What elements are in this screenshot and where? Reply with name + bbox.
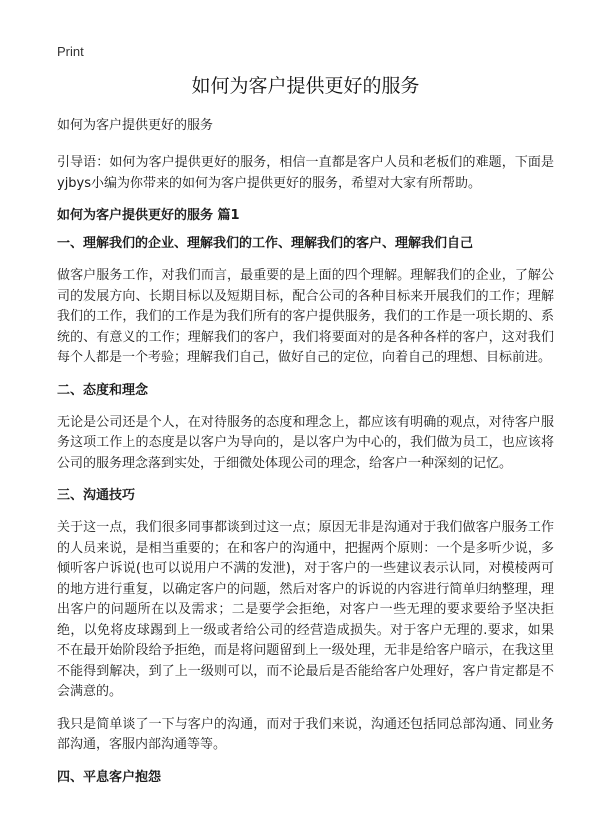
intro-paragraph: 引导语：如何为客户提供更好的服务，相信一直都是客户人员和老板们的难题，下面是yjbys小编为你带来的如何为客户提供更好的服务，希望对大家有所帮助。 <box>57 155 554 191</box>
section-2-paragraph: 无论是公司还是个人，在对待服务的态度和理念上，都应该有明确的观点，对待客户服务这项工作上的态度是以客户为导向的，是以客户为中心的，我们做为员工，也应该将公司的服务理念落到实处，于细微处体现公司的理念，给客户一种深刻的记忆。 <box>57 414 554 471</box>
section-heading-4: 四、平息客户抱怨 <box>57 769 162 785</box>
section-3-paragraph-2: 我只是简单谈了一下与客户的沟通，而对于我们来说，沟通还包括同总部沟通、同业务部沟通，客服内部沟通等等。 <box>57 716 554 752</box>
document-subtitle: 如何为客户提供更好的服务 <box>57 118 214 133</box>
section-heading-2: 二、态度和理念 <box>57 382 149 398</box>
section-1-paragraph: 做客户服务工作，对我们而言，最重要的是上面的四个理解。理解我们的企业，了解公司的发展方向、长期目标以及短期目标，配合公司的各种目标来开展我们的工作；理解我们的工作，我们的工作是为我们所有的客户提供服务，我们的工作是一项长期的、系统的、有意义的工作；理解我们的客户，我们将要面对的是各种各样的客户，这对我们每个人都是一个考验；理解我们自己，做好自己的定位，向着自己的理想、目标前进。 <box>57 268 554 365</box>
section-3-paragraph-1: 关于这一点，我们很多同事都谈到过这一点；原因无非是沟通对于我们做客户服务工作的人员来说，是相当重要的；在和客户的沟通中，把握两个原则：一个是多听少说，多倾听客户诉说(也可以说用户不满的发泄)，对于客户的一些建议表示认同，对模棱两可的地方进行重复，以确定客户的问题，然后对客户的诉说的内容进行简单归纳整理，理出客户的问题所在以及需求；二是要学会拒绝，对客户一些无理的要求要给予坚决拒绝，以免将皮球踢到上一级或者给公司的经营造成损失。对于客户无理的.要求，如果不在最开始阶段给予拒绝，而是将问题留到上一级处理，无非是给客户暗示，在我这里不能得到解决，到了上一级则可以，而不论最后是否能给客户处理好，客户肯定都是不会满意的。 <box>57 520 554 699</box>
section-heading-3: 三、沟通技巧 <box>57 488 136 503</box>
page-title: 如何为客户提供更好的服务 <box>191 75 420 97</box>
article-title: 如何为客户提供更好的服务 篇1 <box>57 208 240 223</box>
section-heading-1: 一、理解我们的企业、理解我们的工作、理解我们的客户、理解我们自己 <box>57 236 474 251</box>
print-link[interactable]: Print <box>57 44 84 59</box>
